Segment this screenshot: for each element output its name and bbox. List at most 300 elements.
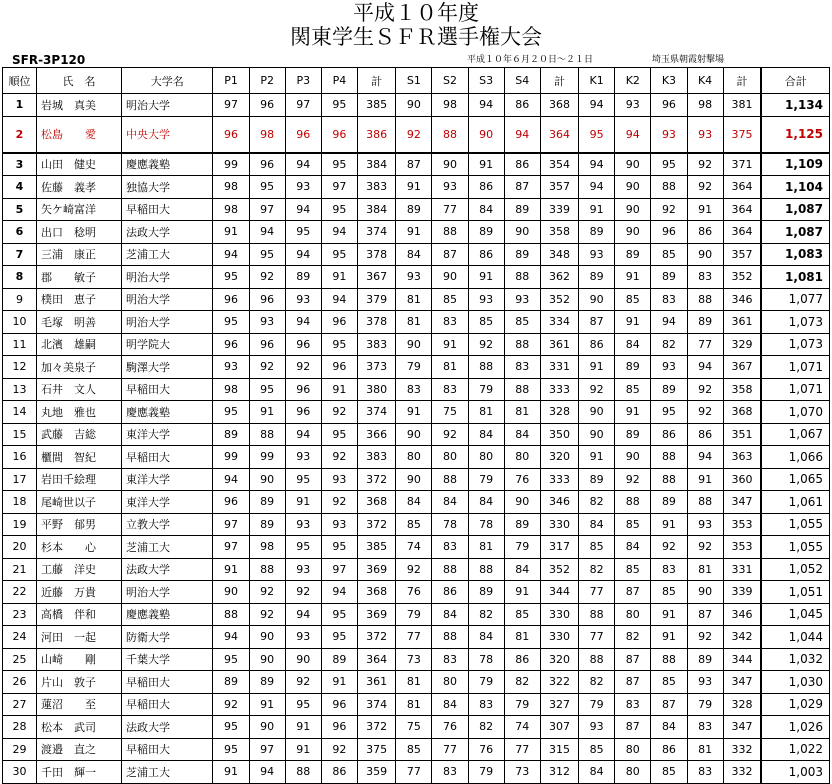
table-row — [3, 671, 830, 694]
kneeling-score-cell: 93 — [687, 513, 723, 536]
standing-total-cell: 333 — [540, 468, 578, 491]
standing-total-cell: 339 — [540, 198, 578, 221]
standing-score-cell: 74 — [396, 536, 432, 559]
prone-score-cell: 94 — [285, 243, 321, 266]
kneeling-score-cell: 91 — [579, 356, 615, 379]
prone-score-cell: 94 — [213, 468, 249, 491]
rank-cell: 29 — [3, 738, 37, 761]
column-header: P4 — [321, 68, 357, 94]
kneeling-score-cell: 91 — [651, 513, 687, 536]
prone-score-cell: 97 — [285, 94, 321, 117]
table-row — [3, 761, 830, 784]
kneeling-score-cell: 89 — [687, 311, 723, 334]
prone-score-cell: 92 — [249, 266, 285, 289]
standing-score-cell: 84 — [468, 626, 504, 649]
prone-score-cell: 92 — [285, 356, 321, 379]
standing-score-cell: 88 — [432, 116, 468, 153]
table-row — [3, 603, 830, 626]
prone-score-cell: 93 — [249, 311, 285, 334]
column-header: K3 — [651, 68, 687, 94]
prone-score-cell: 97 — [249, 738, 285, 761]
standing-score-cell: 90 — [504, 491, 540, 514]
prone-score-cell: 95 — [213, 738, 249, 761]
prone-total-cell: 384 — [358, 198, 396, 221]
rank-cell: 20 — [3, 536, 37, 559]
kneeling-score-cell: 84 — [579, 513, 615, 536]
standing-score-cell: 82 — [504, 671, 540, 694]
kneeling-total-cell: 339 — [723, 581, 761, 604]
grand-total-cell: 1,032 — [761, 648, 829, 671]
rank-cell: 1 — [3, 94, 37, 117]
prone-score-cell: 96 — [249, 333, 285, 356]
prone-score-cell: 94 — [285, 603, 321, 626]
kneeling-score-cell: 87 — [615, 716, 651, 739]
kneeling-score-cell: 92 — [687, 626, 723, 649]
kneeling-score-cell: 88 — [579, 603, 615, 626]
standing-score-cell: 83 — [432, 378, 468, 401]
standing-score-cell: 86 — [504, 153, 540, 176]
standing-total-cell: 348 — [540, 243, 578, 266]
title-year: 平成１０年度 — [353, 1, 479, 25]
prone-score-cell: 91 — [321, 378, 357, 401]
prone-score-cell: 96 — [213, 333, 249, 356]
standing-score-cell: 85 — [396, 513, 432, 536]
prone-total-cell: 379 — [358, 288, 396, 311]
rank-cell: 14 — [3, 401, 37, 424]
kneeling-total-cell: 360 — [723, 468, 761, 491]
kneeling-score-cell: 80 — [615, 738, 651, 761]
standing-score-cell: 76 — [432, 716, 468, 739]
kneeling-score-cell: 87 — [579, 311, 615, 334]
table-row — [3, 558, 830, 581]
kneeling-score-cell: 92 — [687, 176, 723, 199]
standing-score-cell: 77 — [504, 738, 540, 761]
kneeling-score-cell: 91 — [651, 626, 687, 649]
standing-score-cell: 89 — [504, 198, 540, 221]
standing-score-cell: 81 — [396, 288, 432, 311]
prone-total-cell: 383 — [358, 176, 396, 199]
event-code: SFR-3P120 — [12, 53, 86, 67]
university-cell: 中央大学 — [122, 116, 213, 153]
table-row — [3, 176, 830, 199]
rank-cell: 22 — [3, 581, 37, 604]
kneeling-score-cell: 95 — [651, 401, 687, 424]
standing-total-cell: 320 — [540, 648, 578, 671]
prone-score-cell: 90 — [249, 468, 285, 491]
table-row — [3, 401, 830, 424]
standing-score-cell: 86 — [504, 94, 540, 117]
university-cell: 明治大学 — [122, 266, 213, 289]
university-cell: 法政大学 — [122, 558, 213, 581]
standing-score-cell: 87 — [504, 176, 540, 199]
kneeling-total-cell: 331 — [723, 558, 761, 581]
kneeling-total-cell: 364 — [723, 221, 761, 244]
kneeling-score-cell: 90 — [579, 423, 615, 446]
prone-score-cell: 93 — [285, 176, 321, 199]
kneeling-score-cell: 82 — [579, 558, 615, 581]
name-cell: 杉本 心 — [37, 536, 122, 559]
prone-score-cell: 96 — [285, 378, 321, 401]
kneeling-score-cell: 93 — [579, 243, 615, 266]
prone-total-cell: 375 — [358, 738, 396, 761]
name-cell: 蓮沼 至 — [37, 693, 122, 716]
grand-total-cell: 1,061 — [761, 491, 829, 514]
rank-cell: 30 — [3, 761, 37, 784]
kneeling-score-cell: 90 — [615, 198, 651, 221]
kneeling-total-cell: 357 — [723, 243, 761, 266]
prone-total-cell: 374 — [358, 221, 396, 244]
kneeling-score-cell: 89 — [579, 468, 615, 491]
prone-score-cell: 95 — [285, 468, 321, 491]
event-venue: 埼玉県朝霞射撃場 — [652, 55, 725, 65]
prone-score-cell: 96 — [321, 716, 357, 739]
standing-score-cell: 88 — [504, 378, 540, 401]
kneeling-score-cell: 83 — [687, 716, 723, 739]
standing-score-cell: 77 — [396, 626, 432, 649]
kneeling-score-cell: 83 — [615, 693, 651, 716]
standing-total-cell: 361 — [540, 333, 578, 356]
prone-score-cell: 94 — [249, 761, 285, 784]
standing-total-cell: 346 — [540, 491, 578, 514]
kneeling-score-cell: 91 — [615, 311, 651, 334]
prone-score-cell: 89 — [285, 266, 321, 289]
prone-score-cell: 96 — [321, 356, 357, 379]
standing-total-cell: 362 — [540, 266, 578, 289]
standing-score-cell: 90 — [396, 468, 432, 491]
standing-score-cell: 81 — [468, 536, 504, 559]
prone-total-cell: 368 — [358, 491, 396, 514]
prone-total-cell: 385 — [358, 536, 396, 559]
kneeling-score-cell: 80 — [615, 603, 651, 626]
prone-total-cell: 372 — [358, 513, 396, 536]
university-cell: 芝浦工大 — [122, 243, 213, 266]
kneeling-score-cell: 84 — [651, 716, 687, 739]
standing-score-cell: 75 — [432, 401, 468, 424]
standing-score-cell: 91 — [504, 581, 540, 604]
standing-score-cell: 77 — [432, 738, 468, 761]
grand-total-cell: 1,051 — [761, 581, 829, 604]
kneeling-score-cell: 94 — [651, 311, 687, 334]
standing-total-cell: 352 — [540, 558, 578, 581]
kneeling-score-cell: 94 — [579, 94, 615, 117]
kneeling-score-cell: 92 — [687, 536, 723, 559]
column-header: K4 — [687, 68, 723, 94]
standing-score-cell: 86 — [432, 581, 468, 604]
kneeling-total-cell: 351 — [723, 423, 761, 446]
kneeling-score-cell: 88 — [651, 176, 687, 199]
standing-score-cell: 77 — [396, 761, 432, 784]
standing-total-cell: 330 — [540, 513, 578, 536]
standing-total-cell: 330 — [540, 626, 578, 649]
prone-score-cell: 94 — [285, 423, 321, 446]
standing-total-cell: 364 — [540, 116, 578, 153]
standing-score-cell: 81 — [396, 671, 432, 694]
name-cell: 北濱 雄嗣 — [37, 333, 122, 356]
prone-score-cell: 91 — [285, 491, 321, 514]
standing-score-cell: 84 — [504, 558, 540, 581]
name-cell: 出口 稔明 — [37, 221, 122, 244]
university-cell: 早稲田大 — [122, 693, 213, 716]
standing-total-cell: 344 — [540, 581, 578, 604]
kneeling-score-cell: 90 — [579, 401, 615, 424]
prone-score-cell: 88 — [285, 761, 321, 784]
event-date: 平成１０年６月２０日～２１日 — [467, 55, 594, 65]
name-cell: 松本 武司 — [37, 716, 122, 739]
header-row — [3, 68, 830, 94]
kneeling-total-cell: 346 — [723, 288, 761, 311]
standing-score-cell: 88 — [468, 558, 504, 581]
prone-score-cell: 95 — [321, 603, 357, 626]
name-cell: 加々美泉子 — [37, 356, 122, 379]
standing-score-cell: 85 — [396, 738, 432, 761]
kneeling-total-cell: 364 — [723, 176, 761, 199]
prone-score-cell: 94 — [321, 581, 357, 604]
prone-total-cell: 378 — [358, 243, 396, 266]
prone-score-cell: 96 — [321, 311, 357, 334]
university-cell: 駒澤大学 — [122, 356, 213, 379]
kneeling-total-cell: 346 — [723, 603, 761, 626]
results-table — [2, 67, 830, 784]
standing-score-cell: 92 — [468, 333, 504, 356]
kneeling-score-cell: 88 — [687, 288, 723, 311]
prone-score-cell: 92 — [285, 581, 321, 604]
standing-score-cell: 79 — [468, 761, 504, 784]
standing-score-cell: 83 — [468, 693, 504, 716]
column-header: P3 — [285, 68, 321, 94]
rank-cell: 9 — [3, 288, 37, 311]
column-header: 氏 名 — [37, 68, 122, 94]
university-cell: 慶應義塾 — [122, 401, 213, 424]
prone-score-cell: 92 — [249, 581, 285, 604]
kneeling-total-cell: 352 — [723, 266, 761, 289]
kneeling-score-cell: 94 — [579, 153, 615, 176]
prone-total-cell: 369 — [358, 558, 396, 581]
table-row — [3, 94, 830, 117]
prone-total-cell: 383 — [358, 446, 396, 469]
kneeling-total-cell: 342 — [723, 626, 761, 649]
university-cell: 法政大学 — [122, 716, 213, 739]
kneeling-total-cell: 329 — [723, 333, 761, 356]
grand-total-cell: 1,087 — [761, 198, 829, 221]
standing-score-cell: 90 — [504, 221, 540, 244]
kneeling-score-cell: 92 — [615, 468, 651, 491]
standing-total-cell: 315 — [540, 738, 578, 761]
standing-score-cell: 79 — [504, 536, 540, 559]
kneeling-total-cell: 368 — [723, 401, 761, 424]
grand-total-cell: 1,026 — [761, 716, 829, 739]
rank-cell: 16 — [3, 446, 37, 469]
university-cell: 立教大学 — [122, 513, 213, 536]
prone-score-cell: 95 — [213, 401, 249, 424]
prone-score-cell: 92 — [321, 446, 357, 469]
kneeling-score-cell: 85 — [651, 243, 687, 266]
standing-score-cell: 89 — [504, 513, 540, 536]
prone-score-cell: 93 — [285, 446, 321, 469]
rank-cell: 8 — [3, 266, 37, 289]
prone-score-cell: 96 — [249, 153, 285, 176]
prone-score-cell: 93 — [321, 468, 357, 491]
kneeling-score-cell: 90 — [615, 446, 651, 469]
standing-score-cell: 88 — [468, 356, 504, 379]
prone-score-cell: 98 — [213, 378, 249, 401]
kneeling-score-cell: 84 — [615, 536, 651, 559]
university-cell: 早稲田大 — [122, 198, 213, 221]
standing-score-cell: 76 — [468, 738, 504, 761]
prone-score-cell: 89 — [321, 648, 357, 671]
kneeling-score-cell: 85 — [615, 558, 651, 581]
standing-score-cell: 80 — [504, 446, 540, 469]
kneeling-score-cell: 94 — [579, 176, 615, 199]
university-cell: 法政大学 — [122, 221, 213, 244]
standing-score-cell: 85 — [432, 288, 468, 311]
kneeling-total-cell: 332 — [723, 738, 761, 761]
rank-cell: 2 — [3, 116, 37, 153]
rank-cell: 18 — [3, 491, 37, 514]
standing-score-cell: 89 — [468, 221, 504, 244]
name-cell: 山崎 剛 — [37, 648, 122, 671]
standing-total-cell: 312 — [540, 761, 578, 784]
rank-cell: 23 — [3, 603, 37, 626]
standing-score-cell: 90 — [396, 94, 432, 117]
kneeling-score-cell: 86 — [651, 423, 687, 446]
university-cell: 明治大学 — [122, 288, 213, 311]
rank-cell: 28 — [3, 716, 37, 739]
name-cell: 毛塚 明善 — [37, 311, 122, 334]
standing-score-cell: 80 — [468, 446, 504, 469]
table-row — [3, 581, 830, 604]
standing-score-cell: 93 — [468, 288, 504, 311]
name-cell: 近藤 万貴 — [37, 581, 122, 604]
grand-total-cell: 1,077 — [761, 288, 829, 311]
kneeling-score-cell: 84 — [579, 761, 615, 784]
standing-score-cell: 83 — [432, 311, 468, 334]
standing-score-cell: 81 — [504, 626, 540, 649]
standing-score-cell: 84 — [396, 243, 432, 266]
prone-total-cell: 361 — [358, 671, 396, 694]
kneeling-score-cell: 89 — [651, 378, 687, 401]
prone-score-cell: 97 — [213, 513, 249, 536]
kneeling-score-cell: 86 — [687, 423, 723, 446]
name-cell: 佐藤 義孝 — [37, 176, 122, 199]
kneeling-score-cell: 77 — [687, 333, 723, 356]
column-header: P1 — [213, 68, 249, 94]
prone-score-cell: 94 — [285, 311, 321, 334]
standing-total-cell: 350 — [540, 423, 578, 446]
kneeling-score-cell: 85 — [615, 288, 651, 311]
kneeling-score-cell: 93 — [579, 716, 615, 739]
kneeling-score-cell: 90 — [615, 153, 651, 176]
prone-total-cell: 368 — [358, 581, 396, 604]
grand-total-cell: 1,083 — [761, 243, 829, 266]
prone-total-cell: 359 — [358, 761, 396, 784]
kneeling-total-cell: 363 — [723, 446, 761, 469]
prone-score-cell: 98 — [249, 536, 285, 559]
kneeling-score-cell: 91 — [615, 401, 651, 424]
prone-total-cell: 386 — [358, 116, 396, 153]
university-cell: 早稲田大 — [122, 378, 213, 401]
university-cell: 明学院大 — [122, 333, 213, 356]
standing-score-cell: 85 — [468, 311, 504, 334]
grand-total-cell: 1,066 — [761, 446, 829, 469]
column-header: S2 — [432, 68, 468, 94]
standing-score-cell: 84 — [468, 198, 504, 221]
prone-total-cell: 383 — [358, 333, 396, 356]
kneeling-score-cell: 79 — [687, 693, 723, 716]
standing-score-cell: 93 — [504, 288, 540, 311]
university-cell: 慶應義塾 — [122, 153, 213, 176]
prone-score-cell: 96 — [321, 693, 357, 716]
kneeling-score-cell: 93 — [615, 94, 651, 117]
standing-score-cell: 87 — [432, 243, 468, 266]
standing-total-cell: 352 — [540, 288, 578, 311]
standing-total-cell: 322 — [540, 671, 578, 694]
prone-score-cell: 88 — [213, 603, 249, 626]
prone-score-cell: 95 — [285, 221, 321, 244]
kneeling-score-cell: 82 — [579, 491, 615, 514]
kneeling-total-cell: 361 — [723, 311, 761, 334]
table-row — [3, 446, 830, 469]
name-cell: 山田 健史 — [37, 153, 122, 176]
prone-score-cell: 96 — [249, 94, 285, 117]
prone-score-cell: 96 — [213, 491, 249, 514]
prone-score-cell: 95 — [321, 333, 357, 356]
kneeling-score-cell: 94 — [687, 446, 723, 469]
grand-total-cell: 1,071 — [761, 378, 829, 401]
kneeling-score-cell: 84 — [615, 333, 651, 356]
standing-score-cell: 82 — [468, 603, 504, 626]
prone-total-cell: 367 — [358, 266, 396, 289]
grand-total-cell: 1,067 — [761, 423, 829, 446]
rank-cell: 27 — [3, 693, 37, 716]
prone-score-cell: 98 — [213, 176, 249, 199]
prone-score-cell: 89 — [213, 423, 249, 446]
kneeling-score-cell: 94 — [615, 116, 651, 153]
prone-score-cell: 96 — [321, 116, 357, 153]
kneeling-score-cell: 85 — [579, 536, 615, 559]
standing-score-cell: 88 — [432, 221, 468, 244]
standing-score-cell: 91 — [396, 401, 432, 424]
kneeling-score-cell: 96 — [651, 221, 687, 244]
standing-score-cell: 90 — [396, 333, 432, 356]
name-cell: 松島 愛 — [37, 116, 122, 153]
prone-score-cell: 93 — [285, 513, 321, 536]
prone-score-cell: 93 — [285, 288, 321, 311]
standing-score-cell: 80 — [432, 671, 468, 694]
rank-cell: 12 — [3, 356, 37, 379]
kneeling-score-cell: 88 — [687, 491, 723, 514]
university-cell: 慶應義塾 — [122, 603, 213, 626]
kneeling-score-cell: 91 — [579, 198, 615, 221]
university-cell: 芝浦工大 — [122, 536, 213, 559]
standing-score-cell: 84 — [396, 491, 432, 514]
kneeling-score-cell: 95 — [651, 153, 687, 176]
table-row — [3, 333, 830, 356]
column-header: 順位 — [3, 68, 37, 94]
prone-score-cell: 96 — [213, 288, 249, 311]
name-cell: 郡 敏子 — [37, 266, 122, 289]
kneeling-score-cell: 81 — [687, 558, 723, 581]
grand-total-cell: 1,125 — [761, 116, 829, 153]
prone-score-cell: 89 — [249, 513, 285, 536]
table-row — [3, 738, 830, 761]
university-cell: 芝浦工大 — [122, 761, 213, 784]
standing-score-cell: 79 — [468, 671, 504, 694]
prone-score-cell: 96 — [285, 116, 321, 153]
prone-score-cell: 88 — [249, 558, 285, 581]
prone-score-cell: 91 — [321, 266, 357, 289]
column-header: K2 — [615, 68, 651, 94]
rank-cell: 25 — [3, 648, 37, 671]
